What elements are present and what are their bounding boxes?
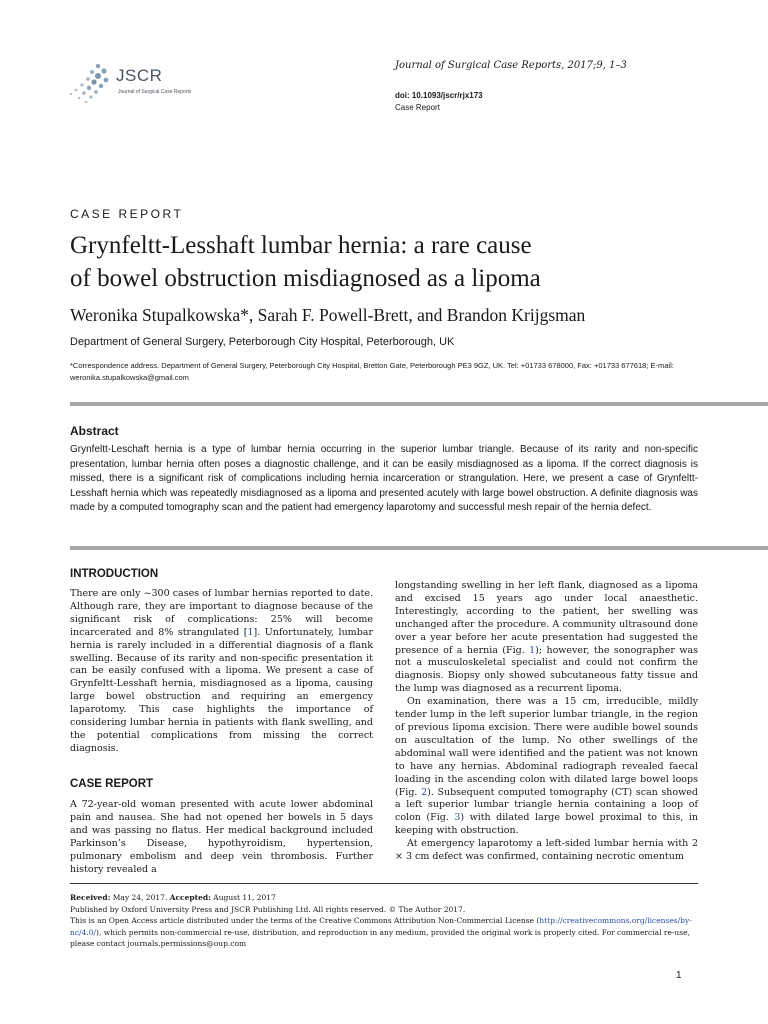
title-line-2: of bowel obstruction misdiagnosed as a lipoma xyxy=(70,265,541,292)
received-label: Received: xyxy=(70,893,111,902)
article-title xyxy=(70,229,710,295)
divider-top xyxy=(70,402,768,406)
footer xyxy=(70,892,698,950)
license-notice xyxy=(70,915,698,950)
dates xyxy=(70,892,698,904)
journal-logo xyxy=(68,62,208,106)
correspondence-address: *Correspondence address. Department of General Surgery, Peterborough City Hospital, Bretton Gate, Peterborough PE3 9GZ, UK. Tel: +01733 678000, Fax: +01733 677618; E-mail: weronika.stupalkowska@gmail.com xyxy=(70,361,674,382)
section-label: CASE REPORT xyxy=(70,207,184,221)
publisher-notice: Published by Oxford University Press and JSCR Publishing Ltd. All rights reserved. © The Author 2017. xyxy=(70,904,466,914)
text-part: On examination, there was a 15 cm, irreducible, mildly tender lump in the left superior lumbar triangle, in the region of previous lipoma excision. There were audible bowel sounds on auscultation of the lump. No other swellings of the abdominal wall were identified and the patient was not known to have any hernias. Abdominal radiograph revealed faecal loading in the ascending colon with dilated large bowel loops (Fig. xyxy=(395,696,698,798)
text-part: This is an Open Access article distributed under the terms of the Creative Commons Attribution Non-Commercial License ( xyxy=(70,916,540,925)
affiliation: Department of General Surgery, Peterborough City Hospital, Peterborough, UK xyxy=(70,336,455,348)
right-column-text xyxy=(395,580,698,864)
doi[interactable]: doi: 10.1093/jscr/rjx173 xyxy=(395,91,483,100)
text-part: ), which permits non-commercial re-use, distribution, and reproduction in any medium, provided the original work is properly cited. For commercial re-use, please contact journals.permissions@oup.com xyxy=(70,927,690,948)
citation-link[interactable]: 1 xyxy=(247,626,254,638)
abstract-text: Grynfeltt-Leschaft hernia is a type of lumbar hernia occurring in the superior lumbar triangle. Because of its rarity and non-specific presentation, lumbar hernia often poses a diagnostic challenge, and it can be easily misdiagnosed as a lipoma. If the correct diagnosis is missed, there is a significant risk of complications including hernia incarceration or strangulation. Here, we present a case of Grynfeltt-Lesshaft hernia which was repeatedly misdiagnosed as a lipoma and presented acutely with large bowel obstruction. A definite diagnosis was made by a computed tomography scan and the patient had emergency laparotomy and successful mesh repair of the hernia defect. xyxy=(70,444,698,513)
text-part: ); however, the sonographer was not a musculoskeletal specialist and could not confirm the diagnosis. Biopsy only showed subcutaneous fatty tissue and the lump was diagnosed as a recurrent lipoma. xyxy=(395,644,698,695)
license-link[interactable]: http://creativecommons.org/licenses/by-nc/4.0/ xyxy=(70,916,692,937)
text-part: ). Subsequent computed tomography (CT) scan showed a left superior lumbar triangle hernia containing a loop of colon (Fig. xyxy=(395,786,698,824)
figure-link-2[interactable]: 2 xyxy=(421,786,428,798)
footer-divider xyxy=(70,883,698,884)
author-list: Weronika Stupalkowska*, Sarah F. Powell-Brett, and Brandon Krijgsman xyxy=(70,305,586,325)
introduction-text xyxy=(70,588,373,756)
intro-text-part: ]. Unfortunately, lumbar hernia is rarely included in a differential diagnosis of a flank swelling. Because of its rarity and non-specific presentation it can be easily confused with a lipoma. We present a case of Grynfeltt-Lesshaft hernia, misdiagnosed as a lipoma, causing large bowel obstruction and requiring an emergency laparotomy. This case highlights the importance of considering lumbar hernia in patients with flank swelling, and the potential complications from missing the correct diagnosis. xyxy=(70,626,373,754)
document-type: Case Report xyxy=(395,103,440,112)
received-date: May 24, 2017. xyxy=(110,893,170,902)
paragraph xyxy=(395,580,698,696)
logo-text: JSCR xyxy=(116,66,163,85)
text-part: ) with dilated large bowel proximal to this, in keeping with obstruction. xyxy=(395,812,698,837)
case-report-paragraph: A 72-year-old woman presented with acute lower abdominal pain and nausea. She had not opened her bowels in 5 days and was passing no flatus. Her medical background included Parkinson’s Disease, hypothyroidism, hypertension, pulmonary embolism and deep vein thrombosis. Further history revealed a xyxy=(70,799,373,875)
introduction-heading: INTRODUCTION xyxy=(70,568,159,580)
divider-bottom xyxy=(70,546,768,550)
journal-reference: Journal of Surgical Case Reports, 2017;9, 1–3 xyxy=(395,60,627,71)
text-part: longstanding swelling in her left flank, diagnosed as a lipoma and excised 15 years ago under local anaesthetic. Interestingly, according to the patient, her swelling was unchanged after the procedure. A community ultrasound done over a year before her acute presentation had suggested the presence of a hernia (Fig. xyxy=(395,580,698,656)
figure-link-3[interactable]: 3 xyxy=(454,812,461,824)
accepted-date: August 11, 2017 xyxy=(210,893,276,902)
logo-subtext: Journal of Surgical Case Reports xyxy=(118,89,192,95)
accepted-label: Accepted: xyxy=(169,893,211,902)
intro-text-part: There are only ~300 cases of lumbar hernias reported to date. Although rare, they are important to diagnose because of the significant risk of complications: 25% will become incarcerated and 8% strangulated [ xyxy=(70,588,373,638)
dots-logo-icon xyxy=(68,62,116,106)
case-report-text xyxy=(70,799,373,876)
page-number: 1 xyxy=(676,970,682,981)
paragraph: At emergency laparotomy a left-sided lumbar hernia with 2 × 3 cm defect was confirmed, containing necrotic omentum xyxy=(395,838,698,863)
abstract-heading: Abstract xyxy=(70,424,119,438)
figure-link-1[interactable]: 1 xyxy=(529,644,536,656)
paragraph xyxy=(395,696,698,838)
case-report-heading: CASE REPORT xyxy=(70,778,154,790)
title-line-1: Grynfeltt-Lesshaft lumbar hernia: a rare cause xyxy=(70,232,532,259)
